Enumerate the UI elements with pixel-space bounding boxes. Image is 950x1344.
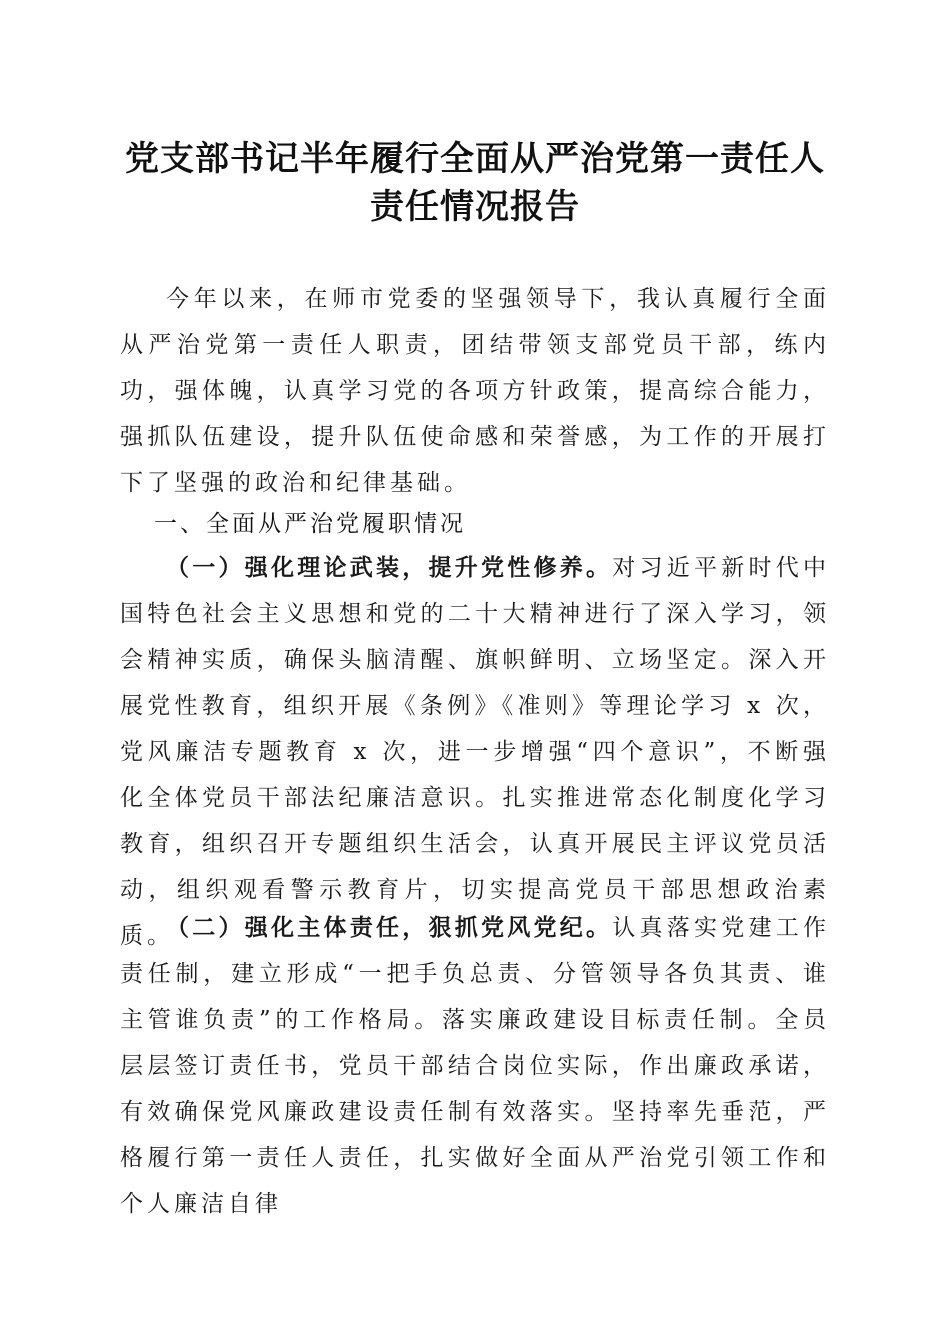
document-title-line-1: 党支部书记半年履行全面从严治党第一责任人 — [125, 139, 825, 179]
intro-paragraph: 今年以来，在师市党委的坚强领导下，我认真履行全面从严治党第一责任人职责，团结带领支部党员干部，练内功，强体魄，认真学习党的各项方针政策，提高综合能力，强抓队伍建设，提升队伍使命感和荣誉感，为工作的开展打下了坚强的政治和纪律基础。 — [120, 286, 830, 496]
subsection-2-body: 认真落实党建工作责任制，建立形成“一把手负总责、分管领导各负其责、谁主管谁负责”的工作格局。落实廉政建设目标责任制。全员层层签订责任书，党员干部结合岗位实际，作出廉政承诺，有效确保党风廉政建设责任制有效落实。坚持率先垂范，严格履行第一责任人责任，扎实做好全面从严治党引领工作和个人廉洁自律 — [120, 915, 830, 1217]
subsection-1-heading: （一）强化理论武装，提升党性修养。 — [166, 555, 613, 581]
section-1-heading: 一、全面从严治党履职情况 — [154, 511, 466, 537]
subsection-1-paragraph — [120, 545, 830, 959]
subsection-1-body: 对习近平新时代中国特色社会主义思想和党的二十大精神进行了深入学习，领会精神实质，确保头脑清醒、旗帜鲜明、立场坚定。深入开展党性教育，组织开展《条例》《准则》等理论学习 x 次，党风廉洁专题教育 x 次，进一步增强“四个意识”，不断强化全体党员干部法纪廉洁意识。扎实推进常态化制度化学习教育，组织召开专题组织生活会，认真开展民主评议党员活动，组织观看警示教育片，切实提高党员干部思想政治素质。 — [120, 555, 830, 949]
subsection-2-heading: （二）强化主体责任，狠抓党风党纪。 — [166, 915, 613, 941]
subsection-2-paragraph — [120, 905, 830, 1227]
document-title-line-2: 责任情况报告 — [370, 187, 580, 227]
